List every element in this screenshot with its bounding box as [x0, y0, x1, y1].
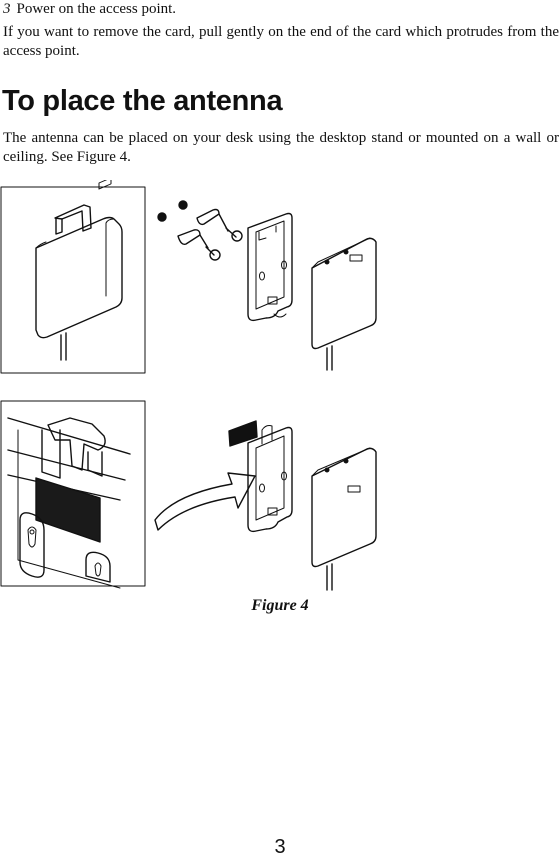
page-number: 3: [274, 836, 286, 858]
panel-antenna-insertion: [155, 421, 376, 590]
panel-desktop-stand: [1, 180, 145, 373]
step-number: 3: [3, 1, 11, 17]
panel-ceiling-detail: [1, 401, 145, 588]
step-item: [3, 0, 176, 18]
step-text: Power on the access point.: [16, 1, 177, 17]
figure-4-illustration: [0, 180, 560, 595]
paragraph-place-antenna: The antenna can be placed on your desk using the desktop stand or mounted on a wall or ceiling. See Figure 4.: [3, 130, 559, 165]
section-heading: To place the antenna: [2, 85, 283, 117]
figure-caption: Figure 4: [251, 597, 309, 614]
paragraph-remove-card: If you want to remove the card, pull gently on the end of the card which protrudes from the access point.: [3, 24, 559, 59]
panel-wall-mount-parts: [158, 201, 376, 370]
